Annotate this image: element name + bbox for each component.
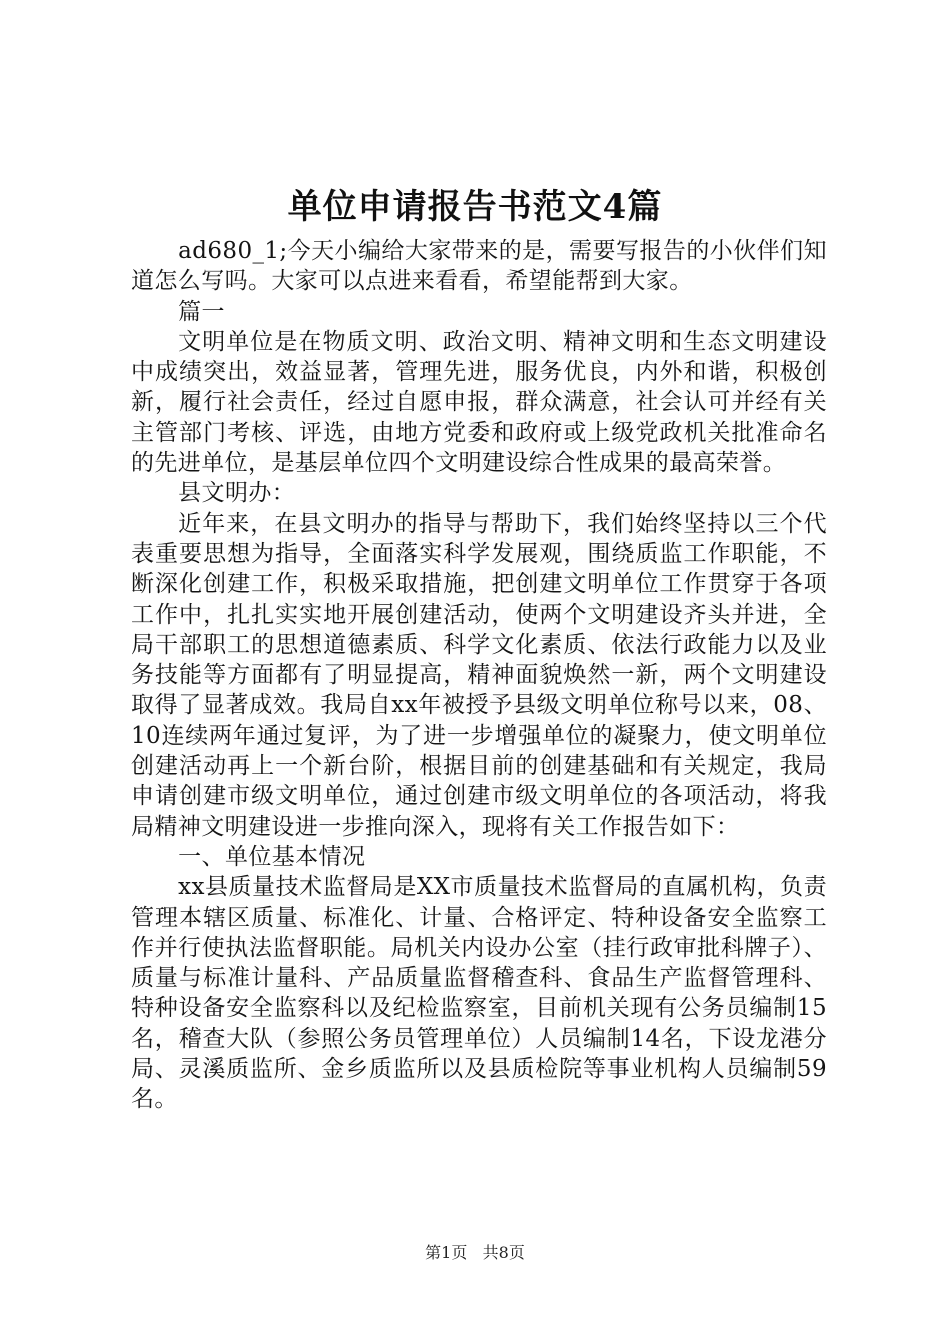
intro-paragraph: ad680_1;今天小编给大家带来的是，需要写报告的小伙伴们知道怎么写吗。大家可以点进来看看，希望能帮到大家。 xyxy=(131,238,827,295)
page-footer xyxy=(0,1242,950,1264)
section-heading-part-one: 篇一 xyxy=(178,298,225,325)
basic-info-paragraph: xx县质量技术监督局是XX市质量技术监督局的直属机构，负责管理本辖区质量、标准化、计量、合格评定、特种设备安全监察工作并行使执法监督职能。局机关内设办公室（挂行政审批科牌子）、质量与标准计量科、产品质量监督稽查科、食品生产监督管理科、特种设备安全监察科以及纪检监察室，目前机关现有公务员编制15名，稽查大队（参照公务员管理单位）人员编制14名，下设龙港分局、灵溪质监所、金乡质监所以及县质检院等事业机构人员编制59名。 xyxy=(131,874,827,1113)
page-number: 第1页 xyxy=(425,1243,468,1262)
document-body xyxy=(131,236,827,1115)
section-heading-basic-info: 一、单位基本情况 xyxy=(178,843,366,870)
total-pages: 共8页 xyxy=(482,1243,525,1262)
salutation: 县文明办： xyxy=(178,480,296,507)
footer-separator xyxy=(472,1243,477,1262)
definition-paragraph: 文明单位是在物质文明、政治文明、精神文明和生态文明建设中成绩突出，效益显著，管理先进，服务优良，内外和谐，积极创新，履行社会责任，经过自愿申报，群众满意，社会认可并经有关主管部门考核、评选，由地方党委和政府或上级党政机关批准命名的先进单位，是基层单位四个文明建设综合性成果的最高荣誉。 xyxy=(131,328,827,477)
report-paragraph: 近年来，在县文明办的指导与帮助下，我们始终坚持以三个代表重要思想为指导，全面落实科学发展观，围绕质监工作职能，不断深化创建工作，积极采取措施，把创建文明单位工作贯穿于各项工作中，扎扎实实地开展创建活动，使两个文明建设齐头并进，全局干部职工的思想道德素质、科学文化素质、依法行政能力以及业务技能等方面都有了明显提高，精神面貌焕然一新，两个文明建设取得了显著成效。我局自xx年被授予县级文明单位称号以来，08、10连续两年通过复评，为了进一步增强单位的凝聚力，使文明单位创建活动再上一个新台阶，根据目前的创建基础和有关规定，我局申请创建市级文明单位，通过创建市级文明单位的各项活动，将我局精神文明建设进一步推向深入，现将有关工作报告如下： xyxy=(131,510,827,840)
document-title: 单位申请报告书范文4篇 xyxy=(287,187,663,227)
